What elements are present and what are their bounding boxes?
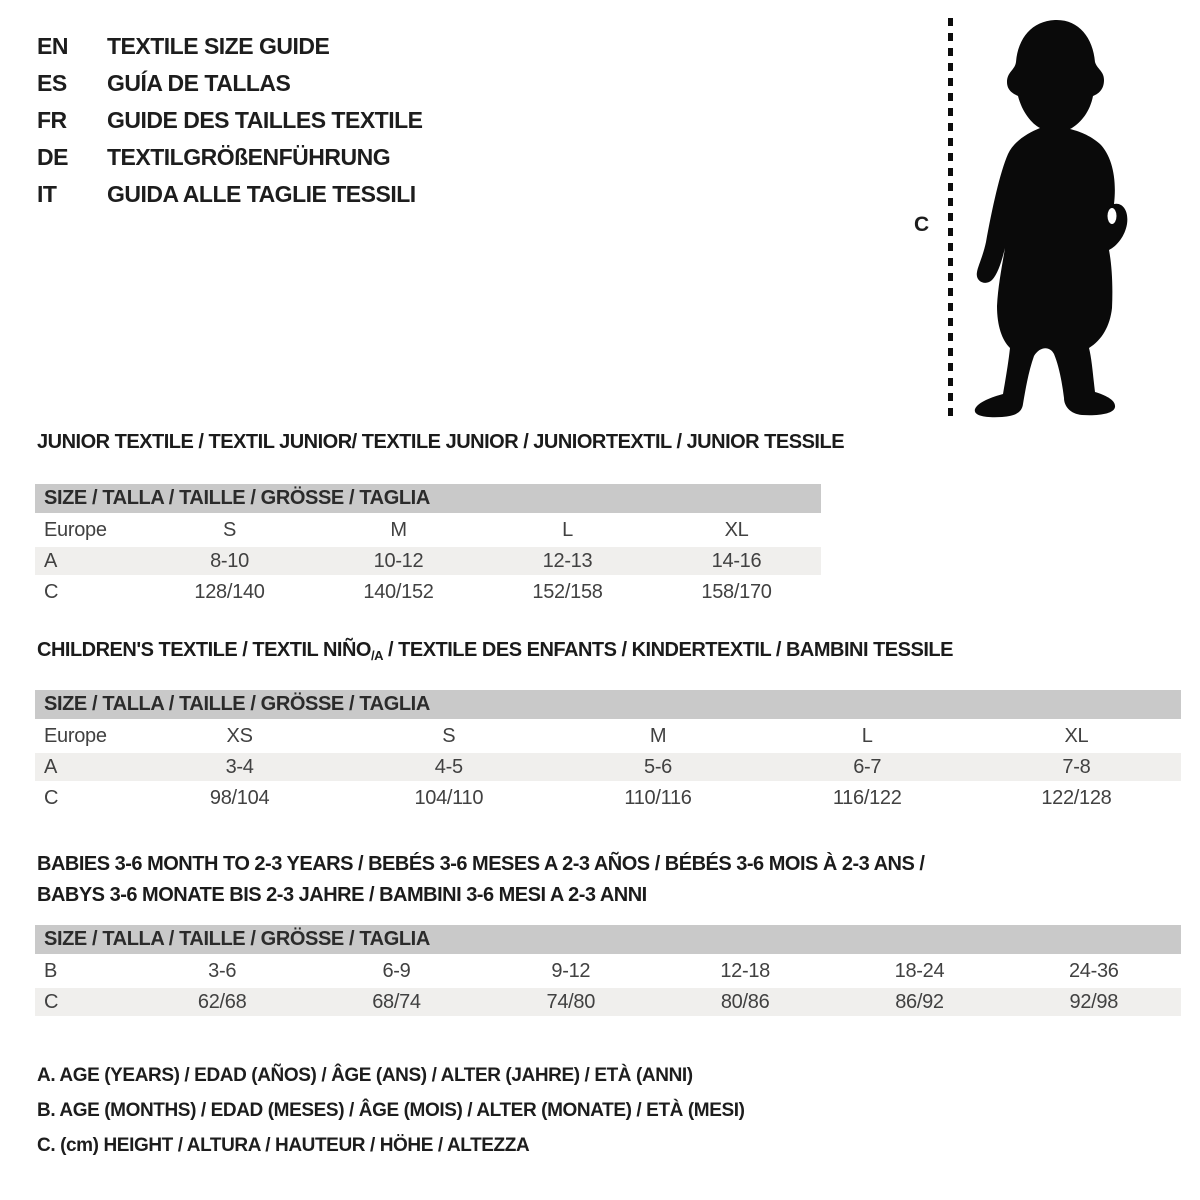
language-row-fr [37, 102, 423, 139]
table-cell: 122/128 [1041, 786, 1112, 809]
height-measure-label: C [914, 213, 930, 236]
table-row [35, 516, 821, 544]
table-cell: 158/170 [701, 580, 772, 603]
language-row-es [37, 65, 423, 102]
guide-title-fr: GUIDE DES TAILLES TEXTILE [107, 107, 423, 133]
row-label: A [44, 549, 58, 572]
table-row [35, 957, 1181, 985]
table-cell: 3-6 [208, 959, 237, 982]
guide-title-it: GUIDA ALLE TAGLIE TESSILI [107, 181, 416, 207]
babies-section-title [37, 849, 924, 911]
legend-line-a: A. AGE (YEARS) / EDAD (AÑOS) / ÂGE (ANS) / ALTER (JAHRE) / ETÀ (ANNI) [37, 1064, 693, 1086]
table-row [35, 753, 1181, 781]
language-code: EN [37, 33, 68, 59]
table-cell: 62/68 [197, 990, 247, 1013]
table-cell: 9-12 [551, 959, 591, 982]
language-row-de [37, 139, 423, 176]
table-cell: 80/86 [720, 990, 770, 1013]
table-cell: S [222, 518, 237, 541]
table-cell: 116/122 [832, 786, 902, 809]
row-label: C [44, 990, 59, 1013]
children-title-pre: CHILDREN'S TEXTILE / TEXTIL NIÑO [37, 639, 371, 661]
children-section-title [37, 639, 953, 663]
children-title-subscript: /A [370, 648, 383, 663]
junior-size-table [35, 484, 821, 606]
row-label: C [44, 580, 59, 603]
junior-section-title: JUNIOR TEXTILE / TEXTIL JUNIOR/ TEXTILE JUNIOR / JUNIORTEXTIL / JUNIOR TESSILE [37, 431, 845, 453]
babies-size-table [35, 925, 1181, 1016]
row-label: Europe [44, 724, 107, 747]
table-cell: XS [226, 724, 253, 747]
table-cell: 74/80 [546, 990, 596, 1013]
table-cell: S [442, 724, 456, 747]
table-cell: 12-13 [542, 549, 593, 572]
table-cell: 110/116 [624, 786, 692, 809]
table-cell: 6-7 [853, 755, 882, 778]
babies-title-line1: BABIES 3-6 MONTH TO 2-3 YEARS / BEBÉS 3-6 MESES A 2-3 AÑOS / BÉBÉS 3-6 MOIS À 2-3 ANS / [37, 853, 925, 875]
table-cell: 68/74 [372, 990, 421, 1013]
row-label: C [44, 786, 59, 809]
height-measure-dashed-line [948, 18, 953, 416]
row-label: Europe [44, 518, 107, 541]
language-code: DE [37, 144, 68, 170]
babies-size-header: SIZE / TALLA / TAILLE / GRÖSSE / TAGLIA [35, 925, 1181, 954]
table-cell: L [861, 724, 873, 747]
table-cell: 98/104 [209, 786, 270, 809]
table-cell: M [390, 518, 407, 541]
table-cell: 10-12 [373, 549, 424, 572]
table-cell: 5-6 [644, 755, 673, 778]
hand-gap [1108, 208, 1117, 224]
table-cell: M [649, 724, 667, 747]
legend-line-b: B. AGE (MONTHS) / EDAD (MESES) / ÂGE (MOIS) / ALTER (MONATE) / ETÀ (MESI) [37, 1099, 745, 1121]
table-cell: 3-4 [225, 755, 254, 778]
guide-title-es: GUÍA DE TALLAS [107, 70, 291, 96]
measurement-legend [37, 1058, 745, 1163]
language-code: IT [37, 181, 57, 207]
table-cell: 4-5 [434, 755, 463, 778]
language-list [37, 28, 423, 213]
table-cell: 7-8 [1062, 755, 1091, 778]
language-row-en [37, 28, 423, 65]
junior-size-header: SIZE / TALLA / TAILLE / GRÖSSE / TAGLIA [35, 484, 821, 513]
babies-title-line2: BABYS 3-6 MONATE BIS 2-3 JAHRE / BAMBINI 3-6 MESI A 2-3 ANNI [37, 884, 647, 906]
table-cell: 6-9 [382, 959, 411, 982]
table-cell: 86/92 [895, 990, 944, 1013]
table-cell: L [562, 518, 573, 541]
table-row [35, 722, 1181, 750]
table-cell: 8-10 [210, 549, 249, 572]
table-cell: 152/158 [532, 580, 603, 603]
table-cell: 24-36 [1068, 959, 1119, 982]
table-cell: XL [1064, 724, 1089, 747]
table-cell: 12-18 [720, 959, 770, 982]
table-cell: 128/140 [194, 580, 265, 603]
table-cell: 14-16 [711, 549, 762, 572]
guide-title-de: TEXTILGRÖßENFÜHRUNG [107, 144, 391, 170]
language-code: ES [37, 70, 67, 96]
table-row [35, 547, 821, 575]
legend-line-c: C. (cm) HEIGHT / ALTURA / HAUTEUR / HÖHE / ALTEZZA [37, 1134, 530, 1156]
table-cell: 92/98 [1069, 990, 1119, 1013]
table-cell: 140/152 [363, 580, 434, 603]
row-label: B [44, 959, 58, 982]
children-size-table [35, 690, 1181, 812]
table-cell: 18-24 [894, 959, 945, 982]
table-cell: XL [724, 518, 749, 541]
table-row [35, 578, 821, 606]
language-row-it [37, 176, 423, 213]
row-label: A [44, 755, 58, 778]
guide-title-en: TEXTILE SIZE GUIDE [107, 33, 330, 59]
language-code: FR [37, 107, 67, 133]
table-cell: 104/110 [414, 786, 484, 809]
children-size-header: SIZE / TALLA / TAILLE / GRÖSSE / TAGLIA [35, 690, 1181, 719]
children-title-post: / TEXTILE DES ENFANTS / KINDERTEXTIL / BAMBINI TESSILE [382, 639, 953, 661]
toddler-silhouette-icon [962, 14, 1152, 422]
table-row [35, 988, 1181, 1016]
table-row [35, 784, 1181, 812]
